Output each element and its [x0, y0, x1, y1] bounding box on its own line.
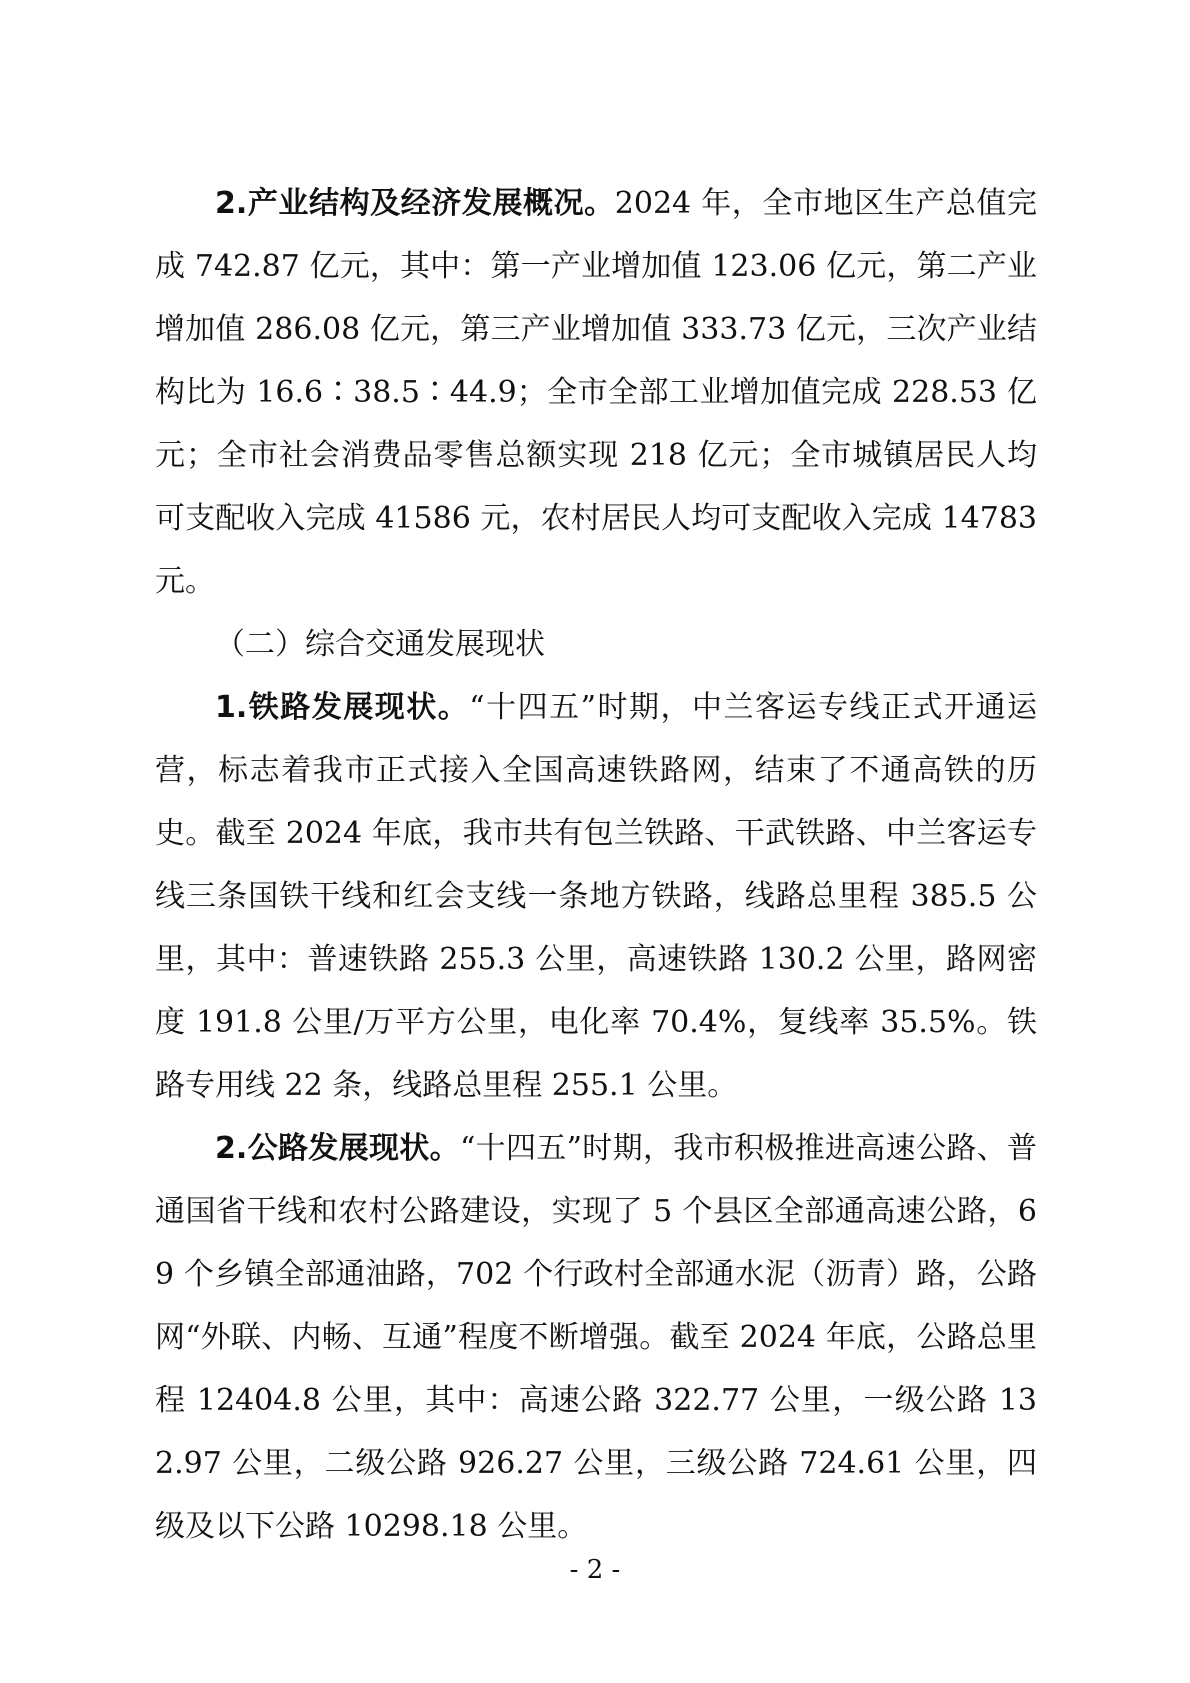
- paragraph-economy-heading: 2.产业结构及经济发展概况。: [215, 186, 615, 221]
- paragraph-highway-text: “十四五”时期，我市积极推进高速公路、普通国省干线和农村公路建设，实现了 5 个县区全部通高速公路，69 个乡镇全部通油路，702 个行政村全部通水泥（沥青）路，公路网“外联、内畅、互通”程度不断增强。截至 2024 年底，公路总里程 12404.8 公里，其中：高速公路 322.77 公里，一级公路 132.97 公里，二级公路 926.27 公里，三级公路 724.61 公里，四级及以下公路 10298.18 公里。: [155, 1131, 1037, 1544]
- section-subheading: （二）综合交通发展现状: [215, 627, 545, 662]
- document-body: [155, 172, 1037, 1558]
- paragraph-railway: [155, 676, 1037, 1117]
- paragraph-economy-text: 2024 年，全市地区生产总值完成 742.87 亿元，其中：第一产业增加值 123.06 亿元，第二产业增加值 286.08 亿元，第三产业增加值 333.73 亿元，三次产业结构比为 16.6∶38.5∶44.9；全市全部工业增加值完成 228.53 亿元；全市社会消费品零售总额实现 218 亿元；全市城镇居民人均可支配收入完成 41586 元，农村居民人均可支配收入完成 14783 元。: [155, 186, 1037, 599]
- paragraph-railway-heading: 1.铁路发展现状。: [215, 690, 470, 725]
- paragraph-highway: [155, 1117, 1037, 1558]
- page-number: - 2 -: [569, 1555, 621, 1585]
- paragraph-economy: [155, 172, 1037, 613]
- paragraph-railway-text: “十四五”时期，中兰客运专线正式开通运营，标志着我市正式接入全国高速铁路网，结束了不通高铁的历史。截至 2024 年底，我市共有包兰铁路、干武铁路、中兰客运专线三条国铁干线和红会支线一条地方铁路，线路总里程 385.5 公里，其中：普速铁路 255.3 公里，高速铁路 130.2 公里，路网密度 191.8 公里/万平方公里，电化率 70.4%，复线率 35.5%。铁路专用线 22 条，线路总里程 255.1 公里。: [155, 690, 1037, 1103]
- paragraph-highway-heading: 2.公路发展现状。: [215, 1131, 460, 1166]
